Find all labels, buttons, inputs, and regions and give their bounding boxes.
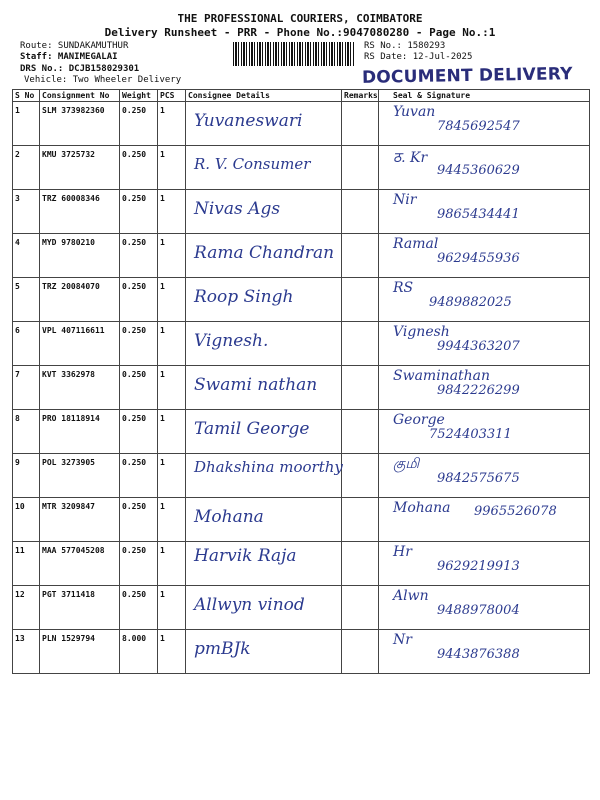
rs-number: RS No.: 1580293 xyxy=(364,41,446,51)
table-header-row xyxy=(13,90,590,102)
consignee-handwritten-name: Swami nathan xyxy=(194,375,318,395)
handwritten-phone: 9629455936 xyxy=(437,251,520,266)
signature-cell xyxy=(379,498,590,542)
remarks-cell xyxy=(342,498,379,542)
handwritten-phone: 7524403311 xyxy=(429,427,512,442)
consignee-cell xyxy=(186,586,342,630)
table-row xyxy=(13,146,590,190)
consignment-number: KMU 3725732 xyxy=(40,146,120,190)
consignee-cell xyxy=(186,322,342,366)
consignment-number: POL 3273905 xyxy=(40,454,120,498)
signature-cell xyxy=(379,410,590,454)
weight-value: 0.250 xyxy=(120,146,158,190)
consignment-number: MTR 3209847 xyxy=(40,498,120,542)
handwritten-phone: 9944363207 xyxy=(437,339,520,354)
handwritten-signature: RS xyxy=(393,280,414,296)
handwritten-signature: Yuvan xyxy=(393,104,436,120)
handwritten-phone: 9842575675 xyxy=(437,471,520,486)
consignee-cell xyxy=(186,410,342,454)
serial-number: 11 xyxy=(13,542,40,586)
remarks-cell xyxy=(342,322,379,366)
vehicle-label: Vehicle: Two Wheeler Delivery xyxy=(24,75,182,85)
col-pcs: PCS xyxy=(158,90,186,102)
pieces-count: 1 xyxy=(158,630,186,674)
staff-label: Staff: MANIMEGALAI xyxy=(20,52,118,62)
weight-value: 0.250 xyxy=(120,410,158,454)
table-row xyxy=(13,190,590,234)
remarks-cell xyxy=(342,278,379,322)
rs-date: RS Date: 12-Jul-2025 xyxy=(364,52,473,62)
consignment-number: PGT 3711418 xyxy=(40,586,120,630)
consignee-handwritten-name: Dhakshina moorthy xyxy=(194,458,343,476)
handwritten-signature: Mohana xyxy=(393,500,451,516)
consignment-number: VPL 407116611 xyxy=(40,322,120,366)
handwritten-phone: 7845692547 xyxy=(437,119,520,134)
pieces-count: 1 xyxy=(158,322,186,366)
signature-cell xyxy=(379,542,590,586)
col-weight: Weight xyxy=(120,90,158,102)
signature-cell xyxy=(379,454,590,498)
pieces-count: 1 xyxy=(158,454,186,498)
weight-value: 0.250 xyxy=(120,454,158,498)
handwritten-phone: 9443876388 xyxy=(437,647,520,662)
weight-value: 0.250 xyxy=(120,542,158,586)
col-consignee: Consignee Details xyxy=(186,90,342,102)
signature-cell xyxy=(379,322,590,366)
weight-value: 0.250 xyxy=(120,278,158,322)
consignee-handwritten-name: Vignesh. xyxy=(194,331,269,351)
remarks-cell xyxy=(342,410,379,454)
consignee-cell xyxy=(186,102,342,146)
consignment-number: PRO 18118914 xyxy=(40,410,120,454)
signature-cell xyxy=(379,586,590,630)
weight-value: 0.250 xyxy=(120,586,158,630)
route-label: Route: SUNDAKAMUTHUR xyxy=(20,41,129,51)
table-row xyxy=(13,630,590,674)
pieces-count: 1 xyxy=(158,278,186,322)
signature-cell xyxy=(379,146,590,190)
col-signature: Seal & Signature xyxy=(379,90,590,102)
runsheet-subtitle: Delivery Runsheet - PRR - Phone No.:9047080280 - Page No.:1 xyxy=(104,26,496,39)
handwritten-phone: 9445360629 xyxy=(437,163,520,178)
handwritten-signature: ठ. Kr xyxy=(393,150,428,166)
remarks-cell xyxy=(342,234,379,278)
signature-cell xyxy=(379,278,590,322)
handwritten-signature: Hr xyxy=(393,544,412,560)
consignment-number: PLN 1529794 xyxy=(40,630,120,674)
serial-number: 2 xyxy=(13,146,40,190)
consignee-handwritten-name: Rama Chandran xyxy=(194,243,335,263)
weight-value: 8.000 xyxy=(120,630,158,674)
pieces-count: 1 xyxy=(158,410,186,454)
serial-number: 1 xyxy=(13,102,40,146)
consignment-number: KVT 3362978 xyxy=(40,366,120,410)
serial-number: 7 xyxy=(13,366,40,410)
col-sno: S No xyxy=(13,90,40,102)
signature-cell xyxy=(379,630,590,674)
serial-number: 5 xyxy=(13,278,40,322)
remarks-cell xyxy=(342,630,379,674)
serial-number: 3 xyxy=(13,190,40,234)
handwritten-phone: 9488978004 xyxy=(437,603,520,618)
consignee-handwritten-name: pmBJk xyxy=(194,639,251,659)
remarks-cell xyxy=(342,366,379,410)
consignee-cell xyxy=(186,278,342,322)
weight-value: 0.250 xyxy=(120,234,158,278)
table-row xyxy=(13,586,590,630)
table-row xyxy=(13,542,590,586)
consignment-number: MAA 577045208 xyxy=(40,542,120,586)
handwritten-phone: 9489882025 xyxy=(429,295,512,310)
signature-cell xyxy=(379,234,590,278)
consignee-handwritten-name: Tamil George xyxy=(194,419,310,439)
handwritten-signature: George xyxy=(393,412,445,428)
col-remarks: Remarks xyxy=(342,90,379,102)
consignee-handwritten-name: Harvik Raja xyxy=(194,546,297,566)
runsheet-table xyxy=(12,89,590,674)
handwritten-signature: Nir xyxy=(393,192,417,208)
pieces-count: 1 xyxy=(158,542,186,586)
weight-value: 0.250 xyxy=(120,366,158,410)
company-title: THE PROFESSIONAL COURIERS, COIMBATORE xyxy=(177,12,423,25)
table-row xyxy=(13,234,590,278)
table-row xyxy=(13,322,590,366)
pieces-count: 1 xyxy=(158,146,186,190)
consignment-number: TRZ 20084070 xyxy=(40,278,120,322)
signature-cell xyxy=(379,366,590,410)
remarks-cell xyxy=(342,190,379,234)
handwritten-phone: 9629219913 xyxy=(437,559,520,574)
pieces-count: 1 xyxy=(158,190,186,234)
signature-cell xyxy=(379,102,590,146)
table-row xyxy=(13,410,590,454)
consignee-cell xyxy=(186,190,342,234)
consignee-handwritten-name: R. V. Consumer xyxy=(194,155,311,173)
serial-number: 9 xyxy=(13,454,40,498)
document-delivery-stamp: DOCUMENT DELIVERY xyxy=(361,64,573,88)
remarks-cell xyxy=(342,146,379,190)
consignment-number: TRZ 60008346 xyxy=(40,190,120,234)
consignee-cell xyxy=(186,630,342,674)
table-row xyxy=(13,102,590,146)
pieces-count: 1 xyxy=(158,102,186,146)
serial-number: 4 xyxy=(13,234,40,278)
weight-value: 0.250 xyxy=(120,102,158,146)
handwritten-signature: Nr xyxy=(393,632,412,648)
drs-number: DRS No.: DCJB158029301 xyxy=(20,64,140,74)
serial-number: 10 xyxy=(13,498,40,542)
serial-number: 12 xyxy=(13,586,40,630)
consignee-handwritten-name: Allwyn vinod xyxy=(194,595,305,615)
table-row xyxy=(13,278,590,322)
barcode-graphic xyxy=(233,42,355,66)
signature-cell xyxy=(379,190,590,234)
serial-number: 6 xyxy=(13,322,40,366)
handwritten-signature: Alwn xyxy=(393,588,429,604)
consignment-number: MYD 9780210 xyxy=(40,234,120,278)
remarks-cell xyxy=(342,102,379,146)
consignee-cell xyxy=(186,542,342,586)
handwritten-phone: 9865434441 xyxy=(437,207,520,222)
handwritten-phone: 9965526078 xyxy=(474,504,557,519)
serial-number: 8 xyxy=(13,410,40,454)
handwritten-signature: Swaminathan xyxy=(393,368,491,384)
remarks-cell xyxy=(342,454,379,498)
pieces-count: 1 xyxy=(158,234,186,278)
consignee-cell xyxy=(186,498,342,542)
consignee-handwritten-name: Roop Singh xyxy=(194,287,294,307)
consignee-cell xyxy=(186,146,342,190)
consignment-number: SLM 373982360 xyxy=(40,102,120,146)
consignee-handwritten-name: Yuvaneswari xyxy=(194,111,303,131)
pieces-count: 1 xyxy=(158,366,186,410)
handwritten-signature: Ramal xyxy=(393,236,439,252)
consignee-cell xyxy=(186,366,342,410)
consignee-handwritten-name: Nivas Ags xyxy=(194,199,281,219)
weight-value: 0.250 xyxy=(120,498,158,542)
handwritten-signature: குமி xyxy=(393,456,420,472)
weight-value: 0.250 xyxy=(120,190,158,234)
serial-number: 13 xyxy=(13,630,40,674)
table-row xyxy=(13,498,590,542)
handwritten-phone: 9842226299 xyxy=(437,383,520,398)
consignee-cell xyxy=(186,234,342,278)
col-consignment: Consignment No xyxy=(40,90,120,102)
pieces-count: 1 xyxy=(158,586,186,630)
consignee-handwritten-name: Mohana xyxy=(194,507,264,527)
consignee-cell xyxy=(186,454,342,498)
handwritten-signature: Vignesh xyxy=(393,324,450,340)
table-row xyxy=(13,366,590,410)
table-row xyxy=(13,454,590,498)
pieces-count: 1 xyxy=(158,498,186,542)
remarks-cell xyxy=(342,542,379,586)
remarks-cell xyxy=(342,586,379,630)
weight-value: 0.250 xyxy=(120,322,158,366)
